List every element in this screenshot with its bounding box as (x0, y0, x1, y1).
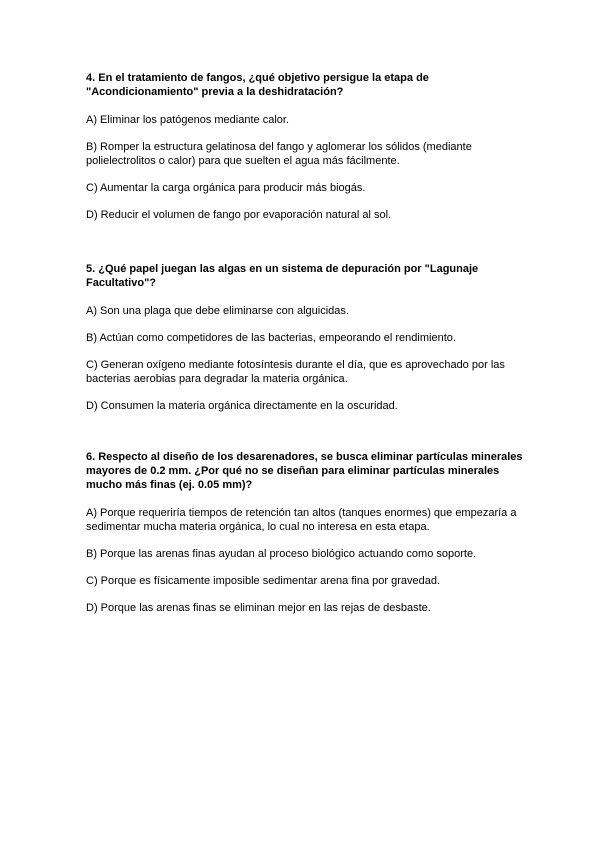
question-6 (86, 450, 526, 628)
question-6-option-a: A) Porque requeriría tiempos de retención tan altos (tanques enormes) que empezaría a sedimentar mucha materia orgánica, lo cual no interesa en esta etapa. (86, 507, 517, 533)
question-4-title: 4. En el tratamiento de fangos, ¿qué objetivo persigue la etapa de "Acondicionamiento" previa a la deshidratación? (86, 72, 429, 98)
question-5-option-c: C) Generan oxígeno mediante fotosíntesis durante el día, que es aprovechado por las bacterias aerobias para degradar la materia orgánica. (86, 359, 505, 385)
question-4 (86, 71, 526, 235)
question-5-option-b: B) Actúan como competidores de las bacterias, empeorando el rendimiento. (86, 332, 456, 344)
question-4-option-b: B) Romper la estructura gelatinosa del fango y aglomerar los sólidos (mediante polielectrolitos o calor) para que suelten el agua más fácilmente. (86, 141, 472, 167)
question-5 (86, 262, 526, 426)
question-6-option-c: C) Porque es físicamente imposible sedimentar arena fina por gravedad. (86, 575, 441, 587)
question-6-option-d: D) Porque las arenas finas se eliminan mejor en las rejas de desbaste. (86, 602, 431, 614)
question-5-option-a: A) Son una plaga que debe eliminarse con alguicidas. (86, 305, 349, 317)
question-4-option-d: D) Reducir el volumen de fango por evaporación natural al sol. (86, 209, 392, 221)
question-4-option-c: C) Aumentar la carga orgánica para producir más biogás. (86, 182, 366, 194)
question-5-option-d: D) Consumen la materia orgánica directamente en la oscuridad. (86, 400, 398, 412)
question-6-title: 6. Respecto al diseño de los desarenadores, se busca eliminar partículas minerales mayores de 0.2 mm. ¿Por qué no se diseñan para eliminar partículas minerales mucho más finas (ej. 0.05 mm)? (86, 451, 523, 491)
question-6-option-b: B) Porque las arenas finas ayudan al proceso biológico actuando como soporte. (86, 548, 477, 560)
question-4-option-a: A) Eliminar los patógenos mediante calor. (86, 114, 289, 126)
question-5-title: 5. ¿Qué papel juegan las algas en un sistema de depuración por "Lagunaje Facultativo"? (86, 263, 479, 289)
